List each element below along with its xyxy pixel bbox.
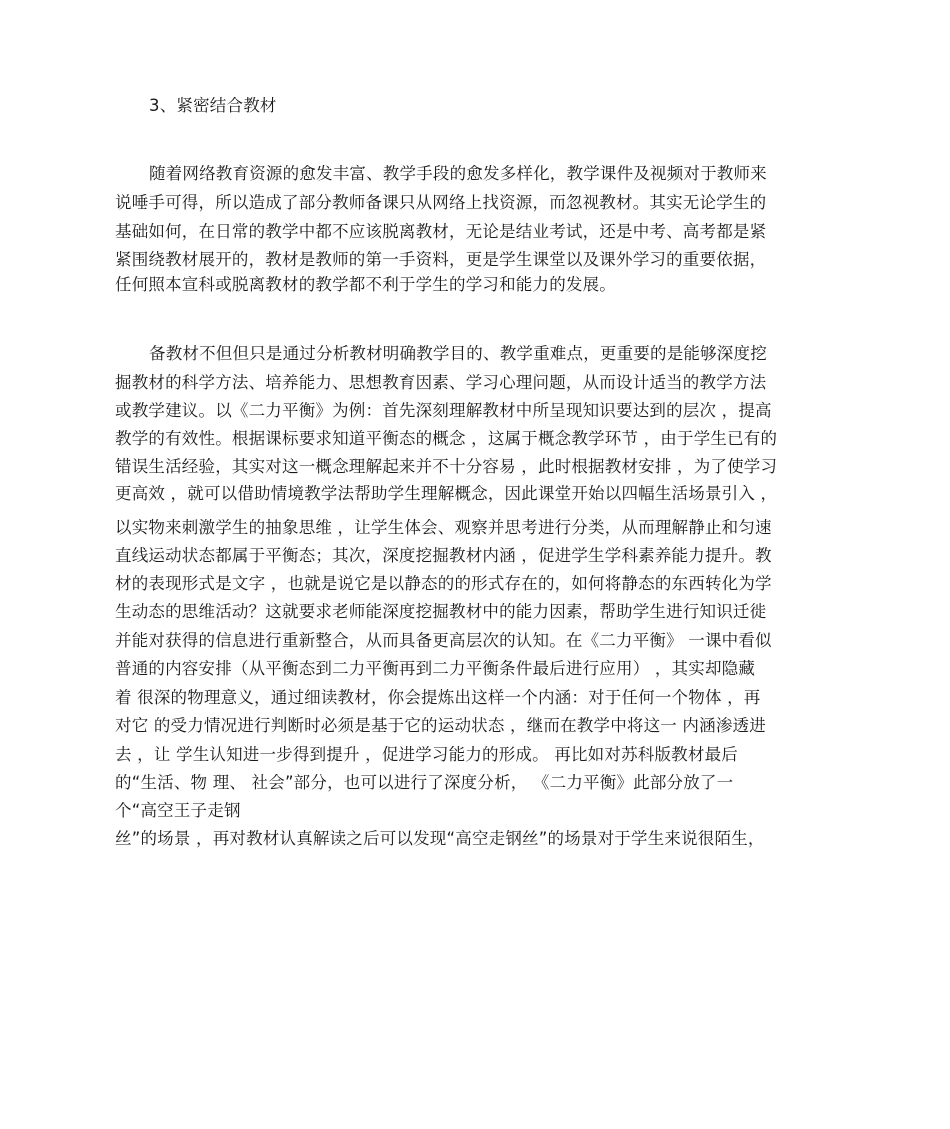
- paragraph-line: 更高效 ，就可以借助情境教学法帮助学生理解概念，因此课堂开始以四幅生活场景引入 ，: [115, 484, 778, 503]
- paragraph-line: 教学的有效性。根据课标要求知道平衡态的概念 ，这属于概念教学环节 ，由于学生已有的: [115, 429, 778, 448]
- paragraph-line: 生动态的思维活动？这就要求老师能深度挖掘教材中的能力因素，帮助学生进行知识迁徙: [115, 602, 767, 621]
- paragraph-line: 或教学建议。以《二力平衡》为例：首先深刻理解教材中所呈现知识要达到的层次 ，提高: [115, 401, 772, 420]
- section-heading: 3、紧密结合教材: [149, 96, 277, 115]
- paragraph-line: 直线运动状态都属于平衡态；其次，深度挖掘教材内涵 ，促进学生学科素养能力提升。教: [115, 546, 772, 565]
- paragraph-line: 着 很深的物理意义，通过细读教材，你会提炼出这样一个内涵：对于任何一个物体 ，再: [115, 688, 761, 707]
- paragraph-line: 掘教材的科学方法、培养能力、思想教育因素、学习心理问题，从而设计适当的教学方法: [115, 373, 767, 392]
- paragraph-line: 去 ，让 学生认知进一步得到提升 ，促进学习能力的形成。 再比如对苏科版教材最后: [115, 745, 738, 764]
- paragraph-line: 随着网络教育资源的愈发丰富、教学手段的愈发多样化，教学课件及视频对于教师来: [149, 164, 767, 183]
- paragraph-line: 普通的内容安排（从平衡态到二力平衡再到二力平衡条件最后进行应用） ，其实却隐藏: [115, 659, 756, 678]
- paragraph-line: 材的表现形式是文字 ，也就是说它是以静态的的形式存在的，如何将静态的东西转化为学: [115, 574, 772, 593]
- paragraph-line: 备教材不但但只是通过分析教材明确教学目的、教学重难点，更重要的是能够深度挖: [149, 344, 767, 363]
- paragraph-line: 错误生活经验，其实对这一概念理解起来并不十分容易 ，此时根据教材安排 ，为了使学习: [115, 457, 778, 476]
- paragraph-line: 个“高空王子走钢: [115, 801, 241, 820]
- paragraph-line: 说唾手可得，所以造成了部分教师备课只从网络上找资源，而忽视教材。其实无论学生的: [115, 193, 767, 212]
- paragraph-line: 以实物来刺激学生的抽象思维 ，让学生体会、观察并思考进行分类，从而理解静止和匀速: [115, 518, 772, 537]
- paragraph-line: 丝”的场景 ，再对教材认真解读之后可以发现“高空走钢丝”的场景对于学生来说很陌生，: [115, 829, 765, 848]
- paragraph-line: 并能对获得的信息进行重新整合，从而具备更高层次的认知。在《二力平衡》 一课中看似: [115, 631, 772, 650]
- paragraph-line: 对它 的受力情况进行判断时必须是基于它的运动状态 ，继而在教学中将这一 内涵渗透进: [115, 716, 766, 735]
- paragraph-line: 紧围绕教材展开的，教材是教师的第一手资料，更是学生课堂以及课外学习的重要依据，: [115, 250, 767, 269]
- paragraph-line: 的“生活、物 理、 社会”部分，也可以进行了深度分析， 《二力平衡》此部分放了一: [115, 773, 734, 792]
- paragraph-line: 任何照本宣科或脱离教材的教学都不利于学生的学习和能力的发展。: [115, 275, 616, 294]
- paragraph-line: 基础如何，在日常的教学中都不应该脱离教材，无论是结业考试，还是中考、高考都是紧: [115, 222, 767, 241]
